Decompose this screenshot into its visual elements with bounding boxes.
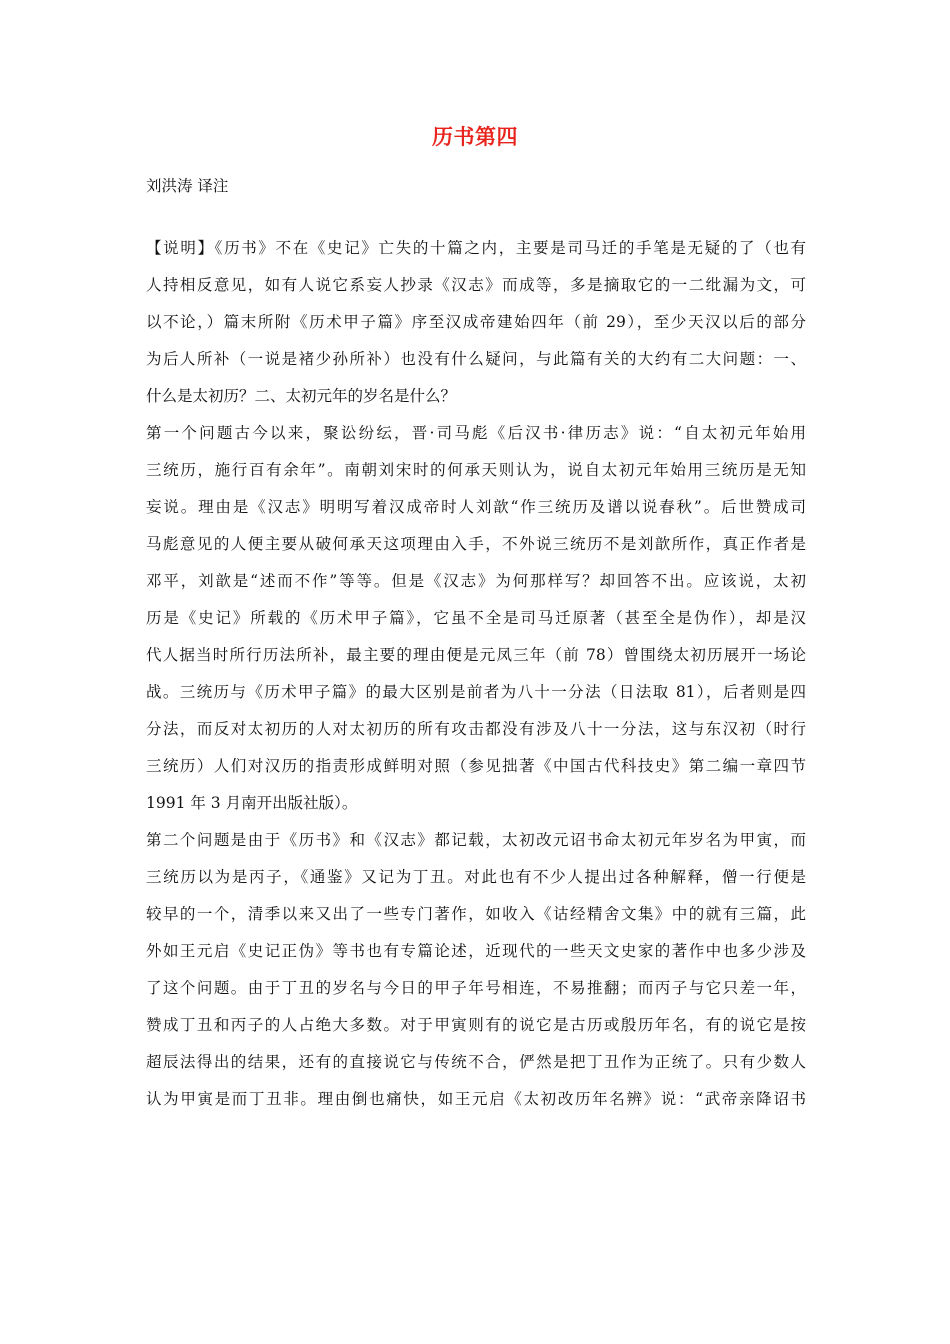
text-line-11: 历是《史记》所载的《历术甲子篇》，它虽不全是司马迁原著（甚至全是伪作），却是汉	[146, 609, 806, 627]
text-line-13: 战。三统历与《历术甲子篇》的最大区别是前者为八十一分法（日法取 81），后者则是四	[146, 683, 806, 701]
text-line-20: 外如王元启《史记正伪》等书也有专篇论述，近现代的一些天文史家的著作中也多少涉及	[146, 942, 806, 960]
text-line-17: 第二个问题是由于《历书》和《汉志》都记载，太初改元诏书命太初元年岁名为甲寅，而	[146, 831, 806, 849]
text-line-4: 为后人所补（一说是褚少孙所补）也没有什么疑问，与此篇有关的大约有二大问题：一、	[146, 350, 806, 368]
author-byline: 刘洪涛 译注	[146, 177, 229, 195]
text-line-3: 以不论，）篇末所附《历术甲子篇》序至汉成帝建始四年（前 29），至少天汉以后的部分	[146, 313, 806, 331]
text-line-12: 代人据当时所行历法所补，最主要的理由便是元凤三年（前 78）曾围绕太初历展开一场论	[146, 646, 806, 664]
text-line-6: 第一个问题古今以来，聚讼纷纭，晋·司马彪《后汉书·律历志》说：“自太初元年始用	[146, 424, 806, 442]
text-line-2: 人持相反意见，如有人说它系妄人抄录《汉志》而成等，多是摘取它的一二纰漏为文，可	[146, 276, 806, 294]
text-line-1: 【说明】《历书》不在《史记》亡失的十篇之内，主要是司马迁的手笔是无疑的了（也有	[146, 239, 806, 257]
text-line-14: 分法，而反对太初历的人对太初历的所有攻击都没有涉及八十一分法，这与东汉初（时行	[146, 720, 806, 738]
text-line-21: 了这个问题。由于丁丑的岁名与今日的甲子年号相连，不易推翻；而丙子与它只差一年，	[146, 979, 806, 997]
text-line-9: 马彪意见的人便主要从破何承天这项理由入手，不外说三统历不是刘歆所作，真正作者是	[146, 535, 806, 553]
text-line-22: 赞成丁丑和丙子的人占绝大多数。对于甲寅则有的说它是古历或殷历年名，有的说它是按	[146, 1016, 806, 1034]
text-line-7: 三统历，施行百有余年”。南朝刘宋时的何承天则认为，说自太初元年始用三统历是无知	[146, 461, 806, 479]
page-title: 历书第四	[432, 125, 518, 149]
text-line-8: 妄说。理由是《汉志》明明写着汉成帝时人刘歆“作三统历及谱以说春秋”。后世赞成司	[146, 498, 806, 516]
text-line-24: 认为甲寅是而丁丑非。理由倒也痛快，如王元启《太初改历年名辨》说：“武帝亲降诏书	[146, 1090, 806, 1108]
text-line-19: 较早的一个，清季以来又出了一些专门著作，如收入《诂经精舍文集》中的就有三篇，此	[146, 905, 806, 923]
text-line-15: 三统历）人们对汉历的指责形成鲜明对照（参见拙著《中国古代科技史》第二编一章四节	[146, 757, 806, 775]
text-line-23: 超辰法得出的结果，还有的直接说它与传统不合，俨然是把丁丑作为正统了。只有少数人	[146, 1053, 806, 1071]
text-line-10: 邓平，刘歆是“述而不作”等等。但是《汉志》为何那样写？却回答不出。应该说，太初	[146, 572, 806, 590]
text-line-5: 什么是太初历？二、太初元年的岁名是什么？	[146, 387, 457, 405]
text-line-18: 三统历以为是丙子，《通鉴》又记为丁丑。对此也有不少人提出过各种解释，僧一行便是	[146, 868, 806, 886]
text-line-16: 1991 年 3 月南开出版社版）。	[146, 794, 358, 812]
